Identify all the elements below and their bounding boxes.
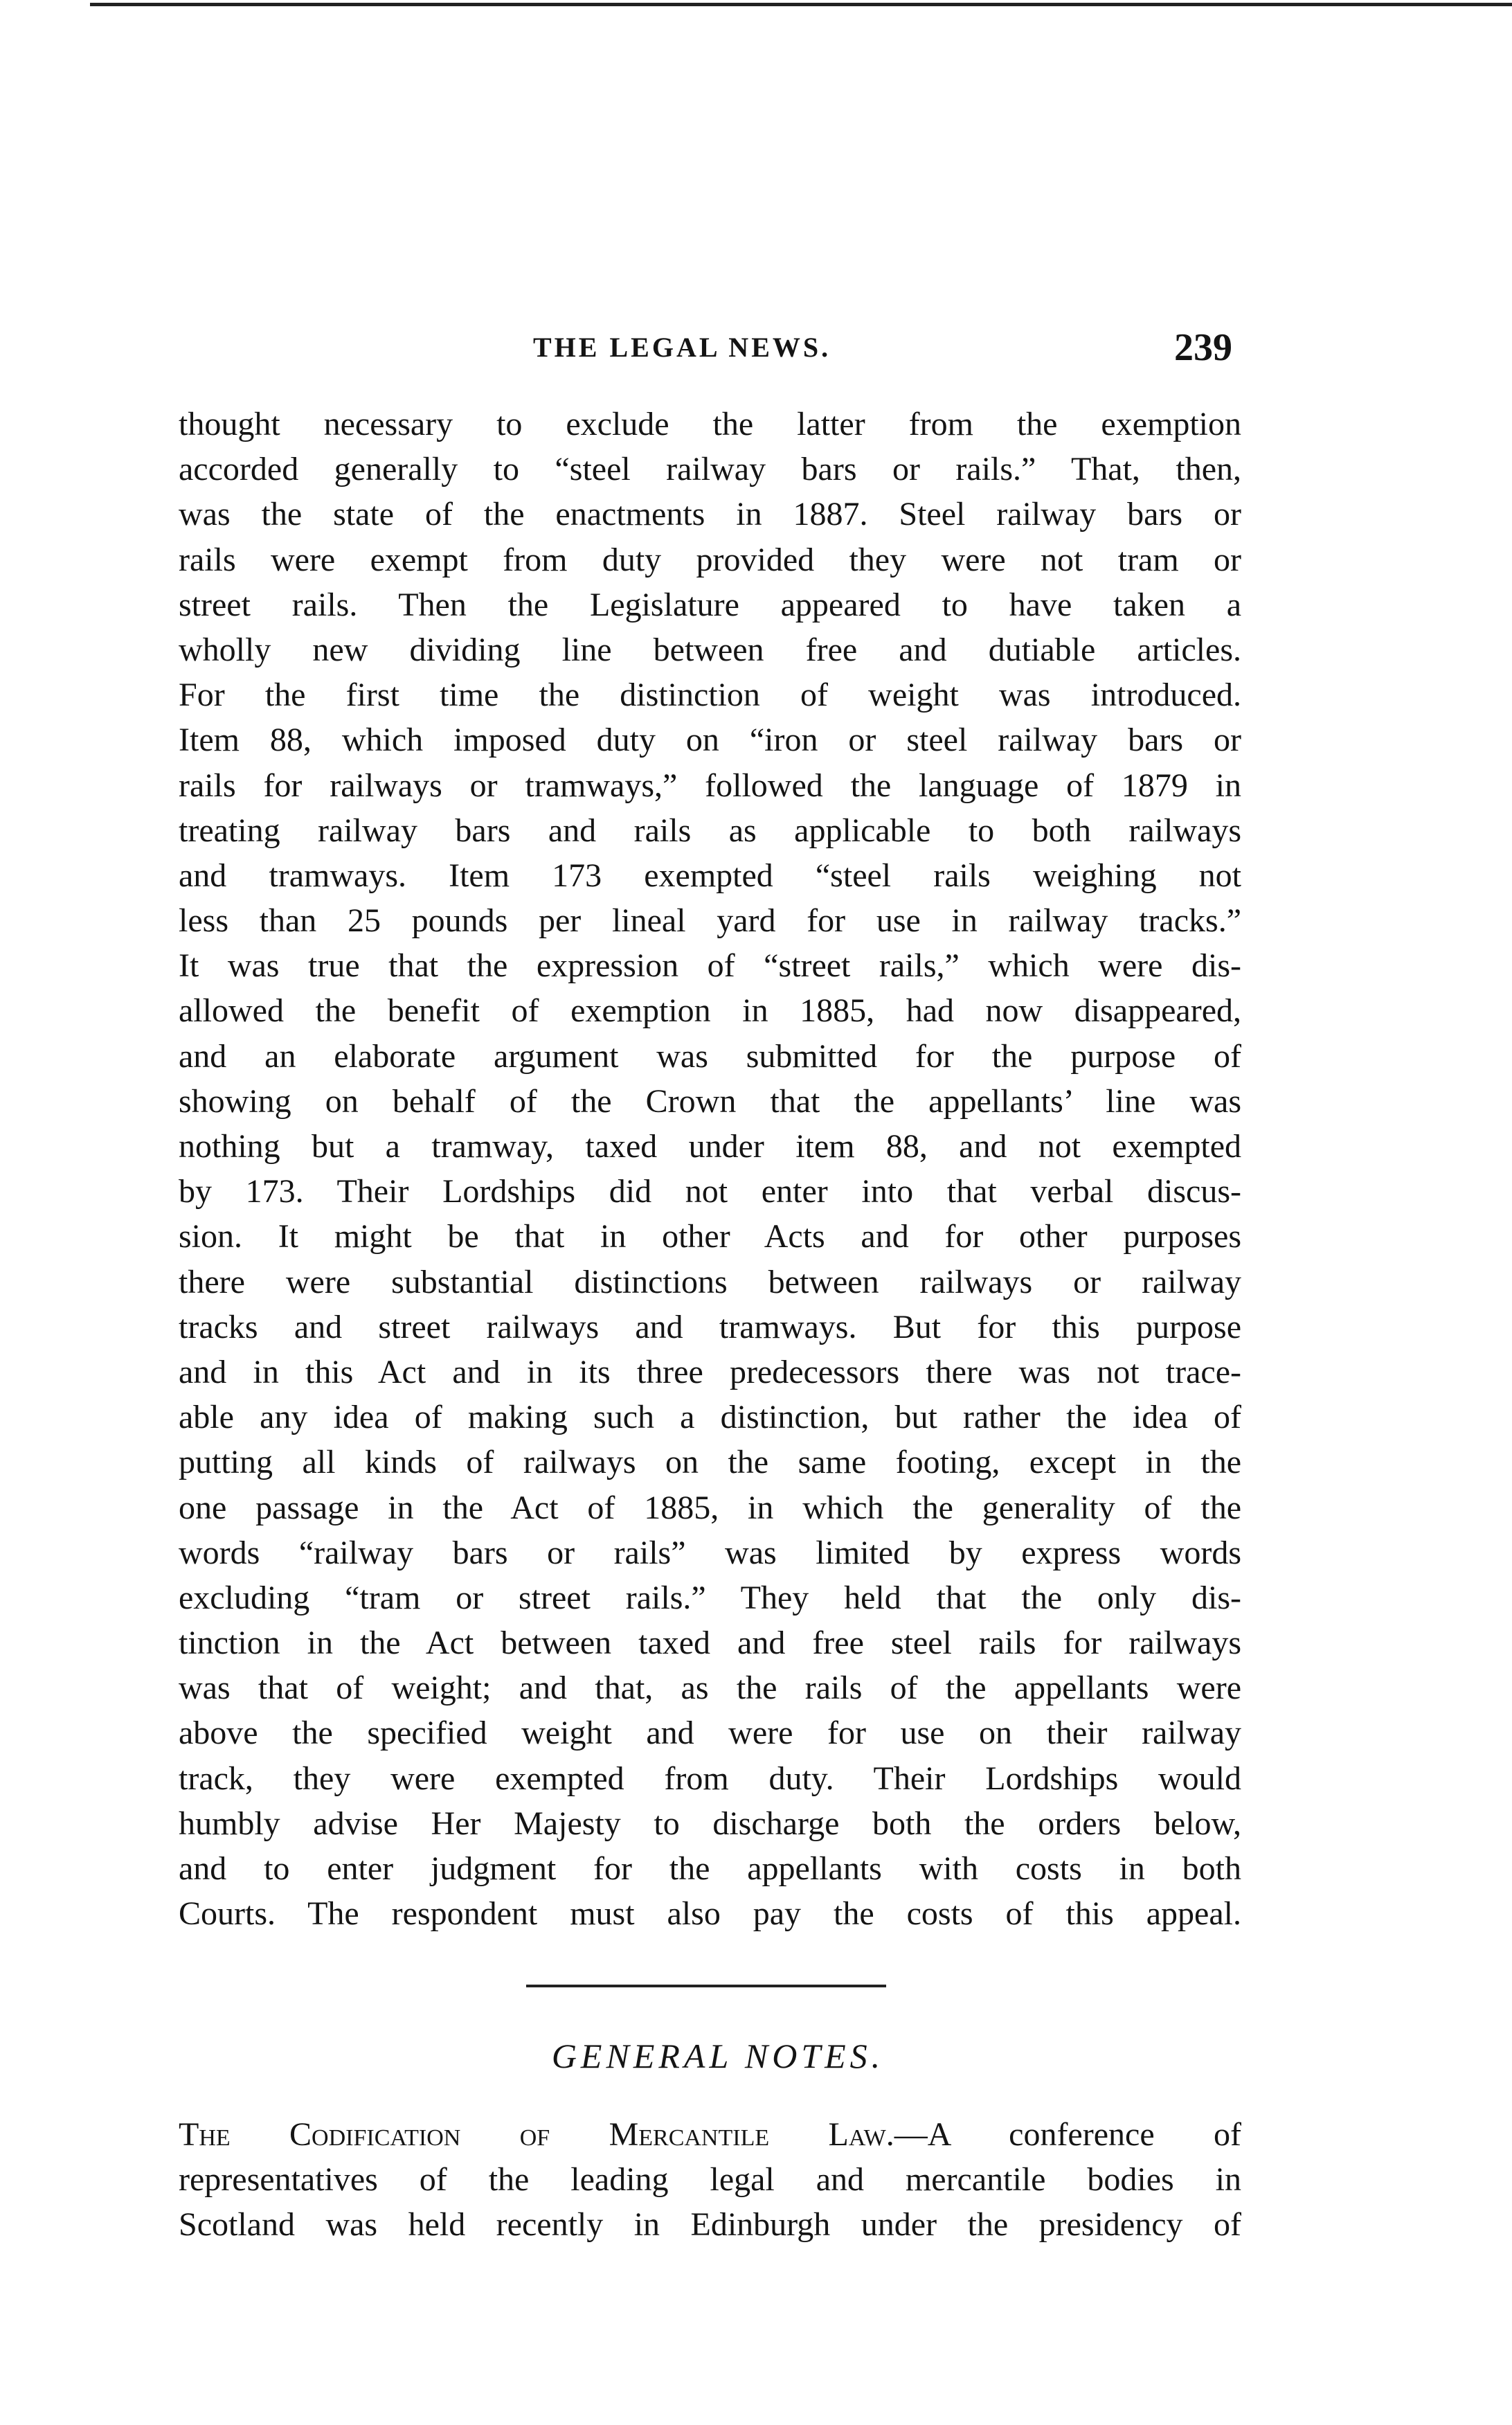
page-header (0, 325, 1512, 374)
text-line: less than 25 pounds per lineal yard for use in railway tracks.” (179, 902, 1241, 940)
text-line: sion. It might be that in other Acts and for other purposes (179, 1218, 1241, 1255)
notes-lead-in: The Codification of Mercantile Law. (179, 2116, 894, 2153)
body-text (179, 402, 1241, 1936)
text-line: Item 88, which imposed duty on “iron or steel railway bars or (179, 722, 1241, 759)
text-line: there were substantial distinctions between railways or railway (179, 1263, 1241, 1300)
text-line: excluding “tram or street rails.” They held that the only dis- (179, 1579, 1241, 1616)
text-line: wholly new dividing line between free and dutiable articles. (179, 631, 1241, 668)
text-line: For the first time the distinction of weight was introduced. (179, 677, 1241, 714)
text-line: accorded generally to “steel railway bars or rails.” That, then, (179, 451, 1241, 488)
text-line: able any idea of making such a distinction, but rather the idea of (179, 1399, 1241, 1436)
text-line: humbly advise Her Majesty to discharge both the orders below, (179, 1805, 1241, 1842)
text-line: was that of weight; and that, as the rails of the appellants were (179, 1670, 1241, 1707)
text-line: and tramways. Item 173 exempted “steel rails weighing not (179, 857, 1241, 894)
text-line: allowed the benefit of exemption in 1885, had now disappeared, (179, 992, 1241, 1030)
running-title: THE LEGAL NEWS. (533, 332, 831, 363)
text-line: words “railway bars or rails” was limited by express words (179, 1534, 1241, 1571)
text-line: representatives of the leading legal and mercantile bodies in (179, 2161, 1241, 2199)
page-number: 239 (1174, 326, 1232, 369)
text-line: treating railway bars and rails as applicable to both railways (179, 812, 1241, 849)
text-line: nothing but a tramway, taxed under item 88, and not exempted (179, 1128, 1241, 1165)
notes-first-line-rest: —A conference of (894, 2116, 1241, 2153)
text-line: showing on behalf of the Crown that the appellants’ line was (179, 1082, 1241, 1120)
text-line: one passage in the Act of 1885, in which the generality of the (179, 1489, 1241, 1526)
text-line: was the state of the enactments in 1887. Steel railway bars or (179, 496, 1241, 533)
text-line: Courts. The respondent must also pay the costs of this appeal. (179, 1895, 1241, 1933)
text-line: rails for railways or tramways,” followed the language of 1879 in (179, 767, 1241, 804)
text-line: and an elaborate argument was submitted for the purpose of (179, 1037, 1241, 1075)
text-line: and to enter judgment for the appellants with costs in both (179, 1850, 1241, 1887)
text-line: tracks and street railways and tramways. But for this purpose (179, 1308, 1241, 1345)
text-line: and in this Act and in its three predecessors there was not trace- (179, 1353, 1241, 1390)
section-heading: GENERAL NOTES. (551, 2037, 885, 2075)
text-line: street rails. Then the Legislature appeared to have taken a (179, 586, 1241, 623)
text-line: rails were exempt from duty provided they were not tram or (179, 541, 1241, 578)
section-divider (526, 1985, 886, 1987)
top-border-rule (90, 3, 1512, 6)
text-line: Scotland was held recently in Edinburgh under the presidency of (179, 2206, 1241, 2244)
text-line: thought necessary to exclude the latter from the exemption (179, 406, 1241, 442)
text-line: by 173. Their Lordships did not enter into that verbal discus- (179, 1173, 1241, 1210)
general-notes-text (179, 2112, 1241, 2248)
text-line: putting all kinds of railways on the same footing, except in the (179, 1444, 1241, 1481)
text-line: above the specified weight and were for use on their railway (179, 1715, 1241, 1752)
text-line: It was true that the expression of “street rails,” which were dis- (179, 947, 1241, 985)
text-line: tinction in the Act between taxed and free steel rails for railways (179, 1625, 1241, 1662)
text-line: track, they were exempted from duty. Their Lordships would (179, 1760, 1241, 1797)
text-line (179, 2112, 1241, 2157)
